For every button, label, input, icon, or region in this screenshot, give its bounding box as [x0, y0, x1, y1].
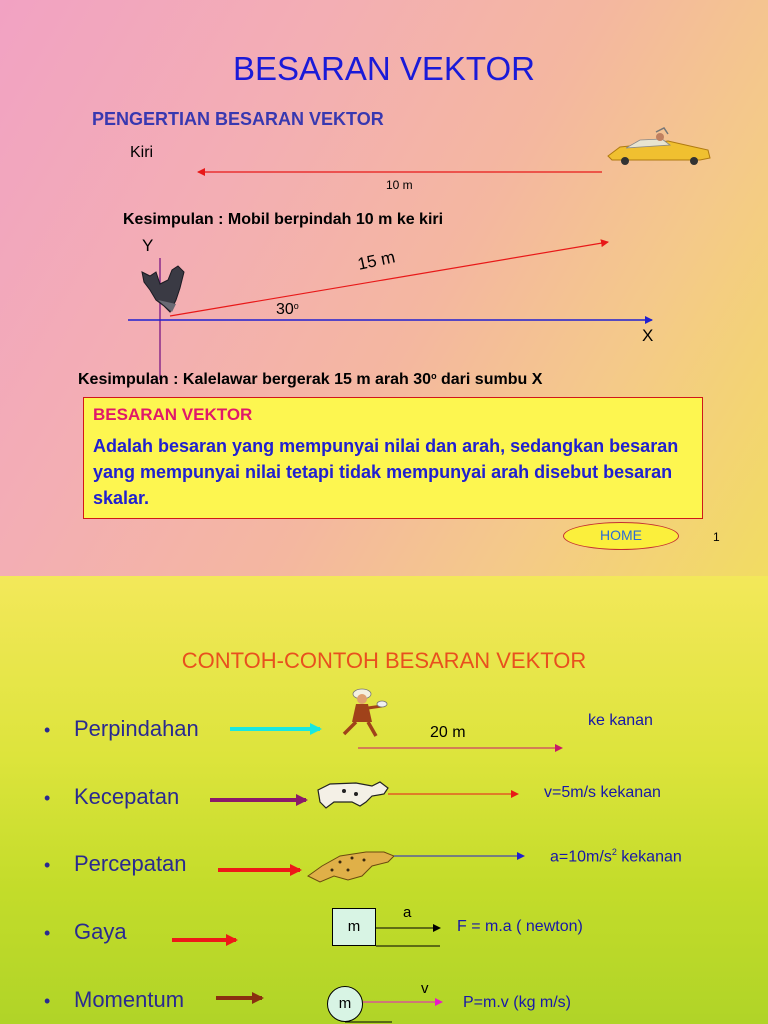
bullet-icon: • — [44, 855, 51, 875]
definition-title: BESARAN VEKTOR — [93, 405, 253, 424]
conclusion-bat: Kesimpulan : Kalelawar bergerak 15 m arah 30$^o$ dari sumbu X — [78, 371, 543, 388]
mass-box: m — [332, 908, 376, 946]
bat-icon — [142, 266, 184, 312]
cheetah-icon — [308, 852, 394, 882]
distance-label-10m: 10 m — [386, 178, 413, 192]
bullet-icon: • — [44, 991, 51, 1011]
slide-title: CONTOH-CONTOH BESARAN VEKTOR — [181, 648, 587, 673]
angle-label: 30$^o$ — [276, 301, 299, 318]
gaya-formula: F = m.a ( newton) — [457, 918, 583, 935]
x-axis-label: X — [642, 326, 654, 345]
list-item-percepatan: • Percepatan — [44, 851, 187, 876]
section-subtitle: PENGERTIAN BESARAN VEKTOR — [92, 109, 384, 129]
bullet-icon: • — [44, 788, 51, 808]
list-item-momentum: • Momentum — [44, 987, 185, 1012]
y-axis-label: Y — [142, 236, 154, 255]
acceleration-symbol: a — [403, 904, 412, 921]
home-button[interactable]: HOME — [563, 522, 679, 550]
bullet-icon: • — [44, 923, 51, 943]
direction-label-kiri: Kiri — [130, 144, 154, 161]
perpindahan-note: ke kanan — [588, 712, 653, 729]
velocity-symbol: v — [421, 980, 429, 997]
slide-2 — [0, 576, 768, 1024]
walking-man-icon — [344, 689, 387, 736]
percepatan-note: $a=10m/s^2$ kekanan — [550, 847, 682, 866]
slide-title: BESARAN VEKTOR — [233, 50, 535, 87]
displacement-value: 20 m — [430, 724, 466, 741]
definition-box — [83, 397, 703, 519]
mass-circle: m — [327, 986, 363, 1022]
list-item-kecepatan: • Kecepatan — [44, 784, 180, 809]
distance-label-15m: 15 m — [355, 247, 397, 274]
dog-icon — [318, 782, 388, 808]
momentum-formula: P=m.v (kg m/s) — [463, 994, 572, 1011]
car-icon — [608, 128, 710, 165]
conclusion-car: Kesimpulan : Mobil berpindah 10 m ke kiri — [123, 211, 444, 228]
list-item-perpindahan: • Perpindahan — [44, 716, 199, 741]
kecepatan-note: v=5m/s kekanan — [544, 784, 661, 801]
list-item-gaya: • Gaya — [44, 919, 127, 944]
definition-text: Adalah besaran yang mempunyai nilai dan arah, sedangkan besaran yang mempunyai nilai tetapi tidak mempunyai arah disebut besaran skalar. — [93, 436, 679, 508]
bullet-icon: • — [44, 720, 51, 740]
page-number: 1 — [713, 530, 720, 544]
